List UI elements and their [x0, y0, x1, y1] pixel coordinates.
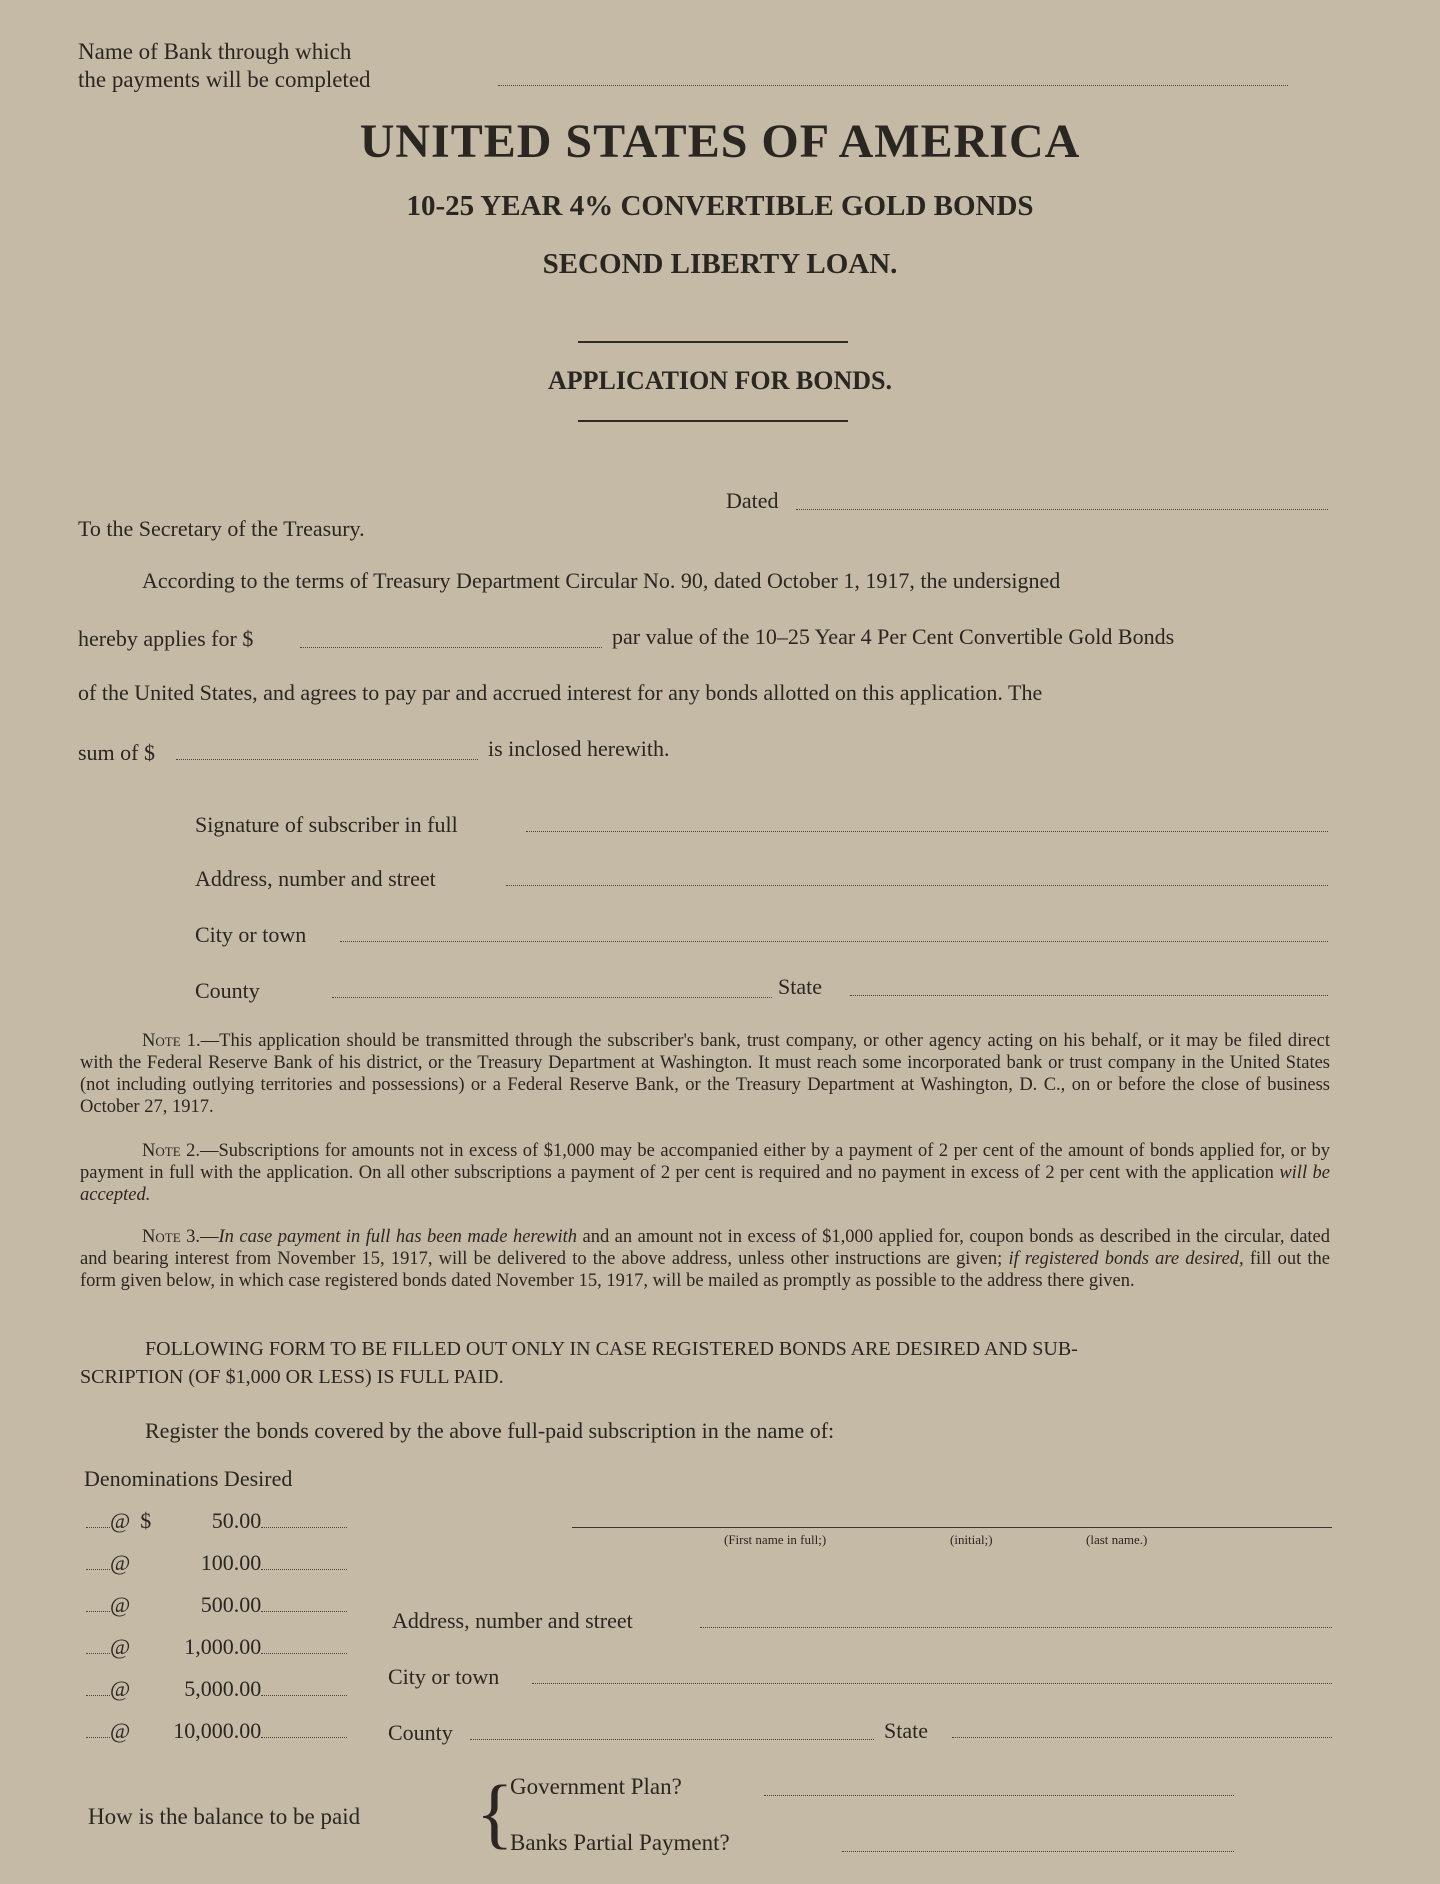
sum-label: sum of $ — [78, 740, 155, 765]
note-1-label: Note 1. — [142, 1031, 201, 1051]
form-title: APPLICATION FOR BONDS. — [547, 366, 893, 395]
subscriber-state-label: State — [778, 974, 822, 999]
registered-address-label: Address, number and street — [392, 1608, 633, 1633]
dated-field[interactable] — [796, 508, 1328, 510]
quantity-field[interactable] — [86, 1568, 110, 1570]
signature-field[interactable] — [526, 830, 1328, 832]
denomination-leader — [261, 1568, 347, 1570]
applies-for-amount-field[interactable] — [300, 646, 602, 648]
quantity-field[interactable] — [86, 1736, 110, 1738]
subscriber-address-label: Address, number and street — [195, 866, 436, 891]
note-2-label: Note 2. — [142, 1141, 201, 1161]
note-3: Note 3.—In case payment in full has been made herewith and an amount not in excess of $1,000 applied for, coupon bonds as described in the circular, dated and bearing interest from November 15, 1917, will be delivered to the above address, unless other instructions are given; if registered bonds are desired, fill out the form given below, in which case registered bonds dated November 15, 1917, will be mailed as promptly as possible to the address there given. — [80, 1227, 1331, 1291]
first-name-hint: (First name in full;) — [724, 1532, 827, 1547]
denomination-amount: 50.00 — [211, 1508, 262, 1533]
denomination-amount: 500.00 — [200, 1592, 262, 1617]
denomination-row-1000[interactable]: @ 1,000.00 — [86, 1634, 347, 1660]
denomination-row-5000[interactable]: @ 5,000.00 — [86, 1676, 347, 1702]
note-2-emphasis: will be accepted. — [80, 1163, 1330, 1205]
note-3-emphasis-1: In case payment in full has been made herewith — [218, 1227, 578, 1247]
bank-name-field[interactable] — [498, 84, 1288, 86]
brace-glyph: { — [476, 1769, 514, 1856]
registered-heading-line-2: SCRIPTION (OF $1,000 OR LESS) IS FULL PAID. — [80, 1366, 504, 1388]
quantity-field[interactable] — [86, 1694, 110, 1696]
subscriber-address-field[interactable] — [506, 884, 1328, 886]
registered-city-field[interactable] — [532, 1682, 1332, 1684]
denomination-leader — [261, 1694, 347, 1696]
applies-for-label: hereby applies for $ — [78, 626, 254, 651]
bank-name-label: Name of Bank through which the payments will be completed — [78, 39, 371, 92]
denomination-row-10000[interactable]: @ 10,000.00 — [86, 1718, 347, 1744]
divider-top — [578, 341, 848, 343]
note-1 — [80, 1030, 1330, 1118]
subscriber-state-field[interactable] — [850, 994, 1328, 996]
register-text: Register the bonds covered by the above full-paid subscription in the name of: — [145, 1418, 835, 1443]
title-sub2: SECOND LIBERTY LOAN. — [542, 248, 898, 280]
last-name-hint: (last name.) — [1086, 1532, 1148, 1547]
paragraph-line-4: is inclosed herewith. — [488, 736, 670, 761]
paragraph-line-2: par value of the 10–25 Year 4 Per Cent Convertible Gold Bonds — [612, 624, 1175, 649]
government-plan-field[interactable] — [764, 1794, 1234, 1796]
title-sub1: 10-25 YEAR 4% CONVERTIBLE GOLD BONDS — [406, 190, 1034, 222]
registered-county-field[interactable] — [470, 1738, 874, 1740]
denomination-row-50[interactable]: @ $ 50.00 — [86, 1508, 347, 1534]
subscriber-city-field[interactable] — [340, 940, 1328, 942]
subscriber-county-label: County — [195, 978, 260, 1003]
sum-enclosed-field[interactable] — [176, 758, 478, 760]
denomination-amount: 10,000.00 — [173, 1718, 262, 1743]
note-1-text: —This application should be transmitted through the subscriber's bank, trust company, or other agency acting on his behalf, or it may be filed direct with the Federal Reserve Bank of his district, or the Treasury Department at Washington. It must reach some incorporated bank or trust company in the United States (not including outlying territories and possessions) or a Federal Reserve Bank, or the Treasury Department at Washington, D. C., on or before the close of business October 27, 1917. — [80, 1031, 1330, 1117]
balance-option-government-plan: Government Plan? — [510, 1774, 682, 1799]
subscriber-city-label: City or town — [195, 922, 307, 947]
registered-county-label: County — [388, 1720, 453, 1745]
denomination-leader — [261, 1610, 347, 1612]
denomination-row-100[interactable]: @ 100.00 — [86, 1550, 347, 1576]
denomination-leader — [261, 1652, 347, 1654]
denomination-row-500[interactable]: @ 500.00 — [86, 1592, 347, 1618]
quantity-field[interactable] — [86, 1652, 110, 1654]
denomination-leader — [261, 1736, 347, 1738]
denomination-leader — [261, 1526, 347, 1528]
balance-question: How is the balance to be paid — [88, 1804, 361, 1829]
signature-label: Signature of subscriber in full — [195, 812, 458, 837]
banks-partial-payment-field[interactable] — [842, 1850, 1234, 1852]
addressee: To the Secretary of the Treasury. — [78, 516, 365, 541]
registered-name-field[interactable] — [572, 1526, 1332, 1528]
quantity-field[interactable] — [86, 1610, 110, 1612]
note-3-label: Note 3. — [142, 1227, 200, 1247]
balance-option-banks-partial-payment: Banks Partial Payment? — [510, 1830, 730, 1855]
paragraph-line-1: According to the terms of Treasury Department Circular No. 90, dated October 1, 1917, the undersigned — [142, 568, 1061, 593]
registered-city-label: City or town — [388, 1664, 500, 1689]
registered-state-label: State — [884, 1718, 928, 1743]
note-2 — [80, 1140, 1330, 1206]
quantity-field[interactable] — [86, 1526, 110, 1528]
denominations-label: Denominations Desired — [84, 1466, 293, 1491]
title-main: UNITED STATES OF AMERICA — [359, 115, 1081, 168]
paragraph-line-3: of the United States, and agrees to pay par and accrued interest for any bonds allotted on this application. The — [78, 680, 1043, 705]
note-2-text: —Subscriptions for amounts not in excess of $1,000 may be accompanied either by a payment of 2 per cent of the amount of bonds applied for, or by payment in full with the application. On all other subscriptions a payment of 2 per cent is required and no payment in excess of 2 per cent with the application — [80, 1141, 1330, 1183]
registered-heading-line-1: FOLLOWING FORM TO BE FILLED OUT ONLY IN CASE REGISTERED BONDS ARE DESIRED AND SUB- — [145, 1338, 1078, 1360]
divider-bottom — [578, 420, 848, 422]
dated-label: Dated — [726, 488, 779, 513]
denomination-amount: 5,000.00 — [184, 1676, 262, 1701]
dollar-sign: $ — [140, 1508, 152, 1533]
registered-state-field[interactable] — [952, 1736, 1332, 1738]
subscriber-county-field[interactable] — [332, 996, 772, 998]
initial-hint: (initial;) — [950, 1532, 993, 1547]
denomination-amount: 1,000.00 — [184, 1634, 262, 1659]
denomination-amount: 100.00 — [200, 1550, 262, 1575]
registered-address-field[interactable] — [700, 1626, 1332, 1628]
note-3-emphasis-2: if registered bonds are desired, — [1008, 1249, 1244, 1269]
